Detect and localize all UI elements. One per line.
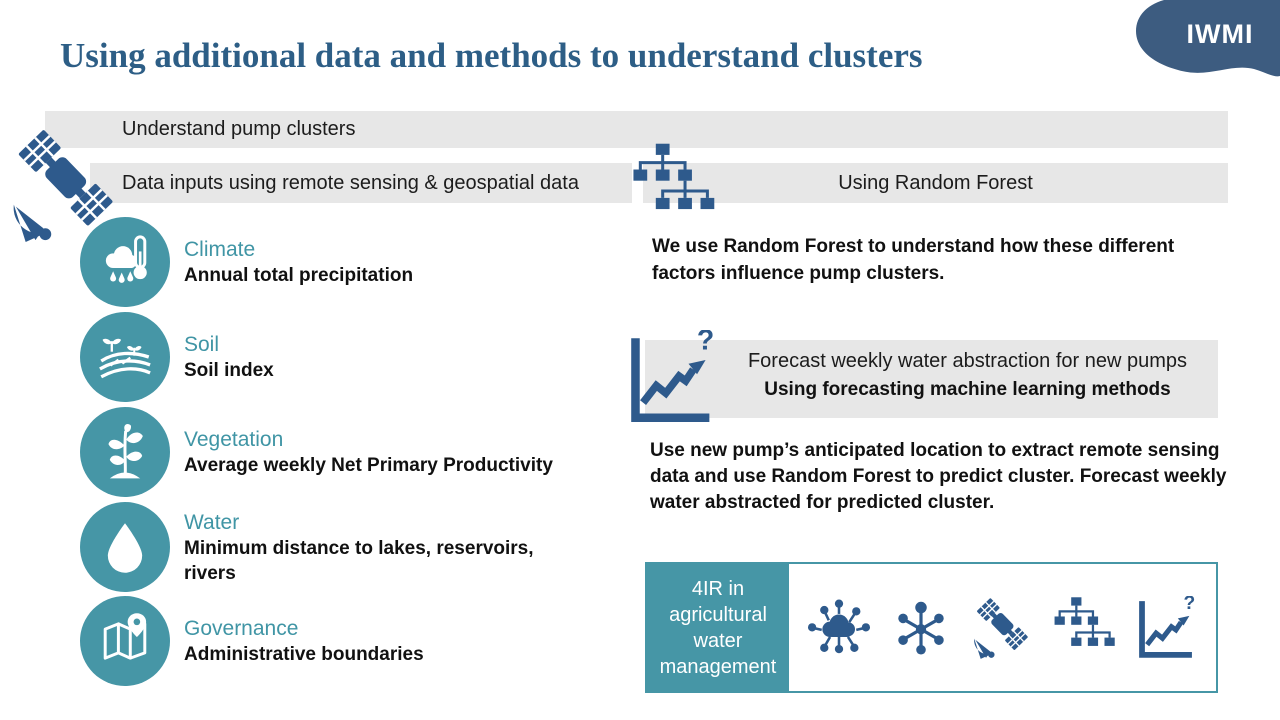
water-icon — [92, 514, 158, 580]
page-title: Using additional data and methods to understand clusters — [60, 36, 923, 75]
hierarchy-icon — [630, 138, 716, 232]
forecast-header-box — [645, 340, 1218, 418]
governance-icon — [92, 608, 158, 674]
input-row-climate — [80, 217, 413, 307]
forecast-chart-small-icon — [1134, 596, 1198, 660]
satellite-icon — [6, 126, 124, 244]
input-row-soil — [80, 312, 274, 402]
water-circle — [80, 502, 170, 592]
soil-circle — [80, 312, 170, 402]
random-forest-paragraph: We use Random Forest to understand how these different factors influence pump clusters. — [652, 236, 1175, 284]
cloud-computing-icon — [807, 596, 871, 660]
iwmi-logo — [1130, 0, 1280, 86]
forecast-title: Forecast weekly water abstraction for new pumps — [747, 350, 1188, 372]
fourir-box — [645, 562, 1218, 693]
governance-label: Governance — [184, 617, 299, 640]
water-desc: Minimum distance to lakes, reservoirs, rivers — [184, 537, 534, 584]
input-row-water — [80, 502, 564, 592]
fourir-label: 4IR in agricultural water management — [647, 564, 789, 691]
header-understand-pump-clusters: Understand pump clusters — [45, 111, 1228, 148]
vegetation-circle — [80, 407, 170, 497]
forecast-paragraph: Use new pump’s anticipated location to extract remote sensing data and use Random Forest to predict cluster. Forecast weekly water abstracted for predicted cluster. — [650, 440, 1227, 513]
header-data-inputs: Data inputs using remote sensing & geospatial data — [90, 163, 632, 203]
governance-circle — [80, 596, 170, 686]
network-icon — [889, 596, 953, 660]
forecast-subtitle: Using forecasting machine learning methods — [764, 379, 1171, 400]
climate-desc: Annual total precipitation — [184, 265, 414, 286]
svg-text:?: ? — [1183, 595, 1196, 614]
fourir-icons — [789, 564, 1216, 691]
svg-text:?: ? — [696, 330, 715, 357]
header-using-random-forest: Using Random Forest — [643, 163, 1228, 203]
input-row-vegetation — [80, 407, 553, 497]
input-row-governance — [80, 596, 424, 686]
soil-label: Soil — [184, 333, 220, 356]
water-label: Water — [184, 510, 240, 534]
vegetation-icon — [92, 419, 158, 485]
hierarchy-small-icon — [1052, 596, 1116, 660]
vegetation-desc: Average weekly Net Primary Productivity — [184, 455, 553, 476]
soil-desc: Soil index — [184, 360, 274, 381]
vegetation-label: Vegetation — [184, 428, 284, 451]
governance-desc: Administrative boundaries — [184, 644, 424, 665]
satellite-small-icon — [970, 596, 1034, 660]
logo-text: IWMI — [1186, 19, 1254, 49]
climate-label: Climate — [184, 238, 256, 261]
soil-icon — [92, 324, 158, 390]
forecast-chart-icon — [626, 330, 716, 426]
